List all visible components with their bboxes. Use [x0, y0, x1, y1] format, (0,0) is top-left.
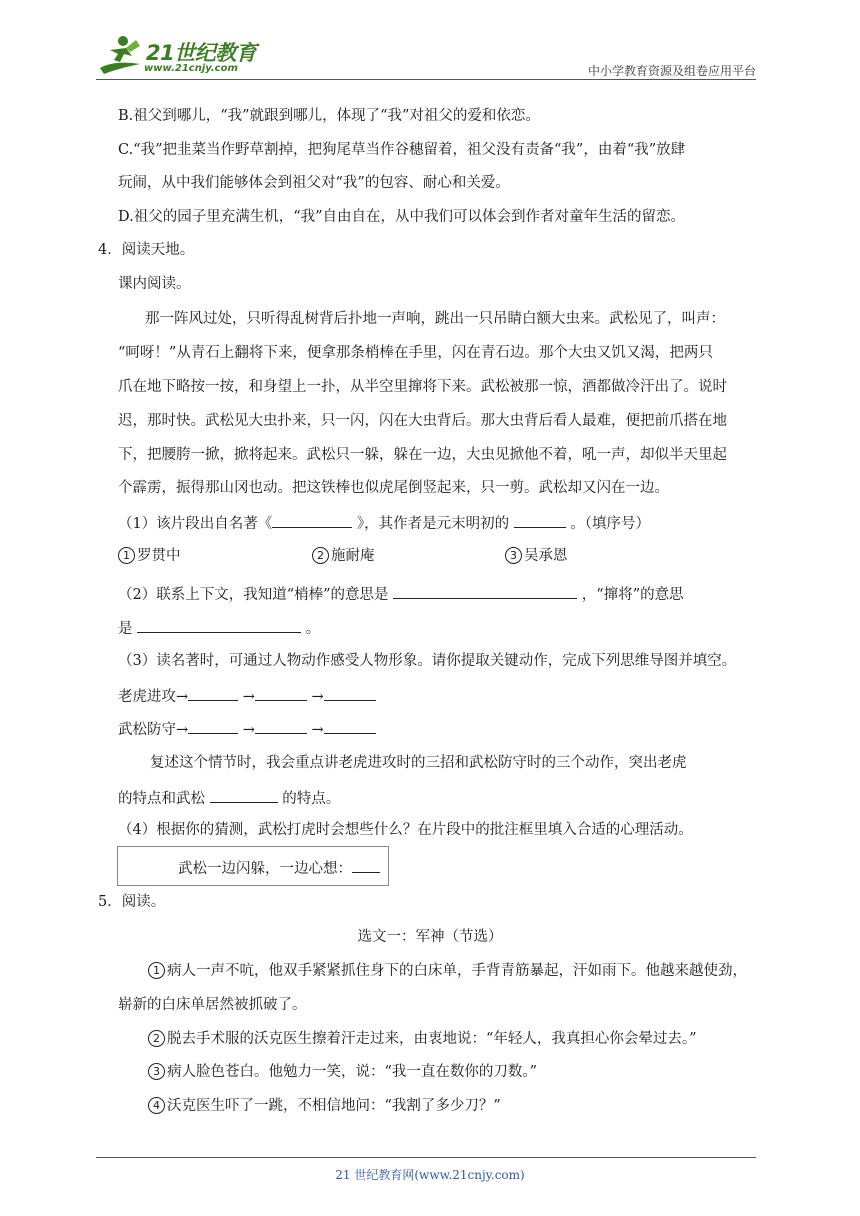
cuanjiang-meaning-blank[interactable]	[137, 618, 301, 633]
article-para-2	[148, 1030, 697, 1048]
question-4-title: 4．阅读天地。	[98, 242, 195, 258]
tiger-attack-row	[118, 686, 376, 706]
article-para-1	[148, 962, 747, 980]
subquestion-2-line1	[118, 584, 684, 604]
author-option-2-label: 施耐庵	[331, 548, 375, 564]
retell-line-2	[118, 788, 340, 808]
author-option-3-label: 吴承恩	[524, 548, 568, 564]
subquestion-2-part-d: 。	[305, 621, 321, 637]
option-number-1: 1	[118, 547, 135, 564]
article-para-1-text: 病人一声不吭，他双手紧紧抓住身下的白床单，手背青筋暴起，汗如雨下。他越来越使劲，	[167, 963, 747, 979]
page-header	[96, 34, 756, 80]
passage-line-2: “呵呀！”从青石上翻将下来，便拿那条梢棒在手里，闪在青石边。那个大虫又饥又渴，把两只	[118, 345, 713, 361]
book-title-blank[interactable]	[272, 513, 352, 528]
article-para-4	[148, 1097, 501, 1115]
passage-line-1: 那一阵风过处，只听得乱树背后扑地一声响，跳出一只吊睛白额大虫来。武松见了，叫声：	[145, 311, 725, 327]
question-5-title: 5．阅读。	[98, 894, 166, 910]
subquestion-1-part-a: （1）该片段出自名著《	[118, 516, 273, 532]
retell-part-b: 的特点。	[282, 791, 341, 807]
header-divider	[96, 79, 756, 80]
retell-line-1: 复述这个情节时，我会重点讲老虎进攻时的三招和武松防守时的三个动作，突出老虎	[150, 755, 687, 771]
tiger-action-blank-3[interactable]	[324, 686, 376, 701]
runner-logo-icon	[96, 34, 146, 78]
passage-line-4: 迟，那时快。武松见大虫扑来，只一闪，闪在大虫背后。那大虫背后看人最难，便把前爪搭在地	[118, 413, 727, 429]
subquestion-2-part-a: （2）联系上下文，我知道“梢棒”的意思是	[118, 587, 389, 603]
site-logo	[96, 34, 266, 80]
para-number-3: 3	[148, 1063, 165, 1080]
platform-title: 中小学教育资源及组卷应用平台	[587, 64, 756, 78]
tiger-action-blank-1[interactable]	[188, 686, 238, 701]
para-number-1: 1	[148, 962, 165, 979]
annotation-blank[interactable]	[352, 858, 380, 873]
option-number-3: 3	[505, 547, 522, 564]
passage-line-3: 爪在地下略按一按，和身望上一扑，从半空里撺将下来。武松被那一惊，酒都做冷汗出了。说时	[118, 379, 727, 395]
question-4-subtitle: 课内阅读。	[118, 276, 191, 292]
passage-line-6: 个霹雳，振得那山冈也动。把这铁棒也似虎尾倒竖起来，只一剪。武松却又闪在一边。	[118, 480, 669, 496]
tiger-action-blank-2[interactable]	[255, 686, 307, 701]
wusong-trait-blank[interactable]	[210, 788, 278, 803]
author-option-1-label: 罗贯中	[137, 548, 181, 564]
author-blank[interactable]	[514, 513, 566, 528]
arrow-icon: →	[311, 689, 324, 705]
author-option-3[interactable]	[505, 547, 568, 565]
annotation-text	[178, 857, 380, 878]
subquestion-2-line2	[118, 618, 320, 638]
footer-link[interactable]: 21 世纪教育网(www.21cnjy.com)	[335, 1168, 525, 1182]
option-b: B.祖父到哪儿，“我”就跟到哪儿，体现了“我”对祖父的爱和依恋。	[118, 108, 540, 124]
wusong-action-blank-1[interactable]	[188, 719, 238, 734]
option-c-line2: 玩闹，从中我们能够体会到祖父对“我”的包容、耐心和关爱。	[118, 175, 510, 191]
wusong-action-blank-2[interactable]	[255, 719, 307, 734]
annotation-prompt: 武松一边闪躲，一边心想：	[178, 861, 352, 877]
logo-url: www.21cnjy.com	[144, 63, 238, 74]
article-para-1-cont: 崭新的白床单居然被抓破了。	[118, 997, 307, 1013]
logo-text: 21世纪教育	[146, 41, 257, 65]
article-para-3	[148, 1063, 537, 1081]
article-para-2-text: 脱去手术服的沃克医生擦着汗走过来，由衷地说：“年轻人，我真担心你会晕过去。”	[167, 1031, 697, 1047]
subquestion-1-part-c: 。（填序号）	[570, 516, 651, 532]
article-para-4-text: 沃克医生吓了一跳，不相信地问：“我割了多少刀？”	[167, 1098, 501, 1114]
annotation-box	[117, 846, 389, 886]
article-para-3-text: 病人脸色苍白。他勉力一笑，说：“我一直在数你的刀数。”	[167, 1064, 538, 1080]
option-d: D.祖父的园子里充满生机，“我”自由自在，从中我们可以体会到作者对童年生活的留恋。	[118, 209, 686, 225]
footer-divider	[96, 1157, 756, 1158]
para-number-4: 4	[148, 1097, 165, 1114]
subquestion-3: （3）读名著时，可通过人物动作感受人物形象。请你提取关键动作，完成下列思维导图并填空。	[118, 653, 737, 669]
author-option-2[interactable]	[312, 547, 375, 565]
retell-part-a: 的特点和武松	[118, 791, 205, 807]
subquestion-1-part-b: 》，其作者是元末明初的	[356, 516, 510, 532]
arrow-icon: →	[242, 689, 255, 705]
author-option-1[interactable]	[118, 547, 181, 565]
wusong-defense-row	[118, 719, 376, 739]
subquestion-2-part-c: 是	[118, 621, 133, 637]
option-number-2: 2	[312, 547, 329, 564]
shaobang-meaning-blank[interactable]	[393, 584, 577, 599]
passage-line-5: 下，把腰胯一掀，掀将起来。武松只一躲，躲在一边，大虫见掀他不着，吼一声，却似半天里起	[118, 447, 727, 463]
para-number-2: 2	[148, 1030, 165, 1047]
wusong-action-blank-3[interactable]	[324, 719, 376, 734]
arrow-icon: →	[311, 722, 324, 738]
subquestion-4: （4）根据你的猜测，武松打虎时会想些什么？在片段中的批注框里填入合适的心理活动。	[118, 822, 693, 838]
selection-title: 选文一：军神（节选）	[357, 929, 503, 945]
option-c-line1: C.“我”把韭菜当作野草割掉，把狗尾草当作谷穗留着，祖父没有责备“我”，由着“我”放肆	[118, 142, 686, 158]
arrow-icon: →	[242, 722, 255, 738]
wusong-defense-label: 武松防守→	[118, 722, 189, 738]
subquestion-1	[118, 513, 650, 533]
tiger-attack-label: 老虎进攻→	[118, 689, 189, 705]
subquestion-2-part-b: ，“撺将”的意思	[581, 587, 684, 603]
